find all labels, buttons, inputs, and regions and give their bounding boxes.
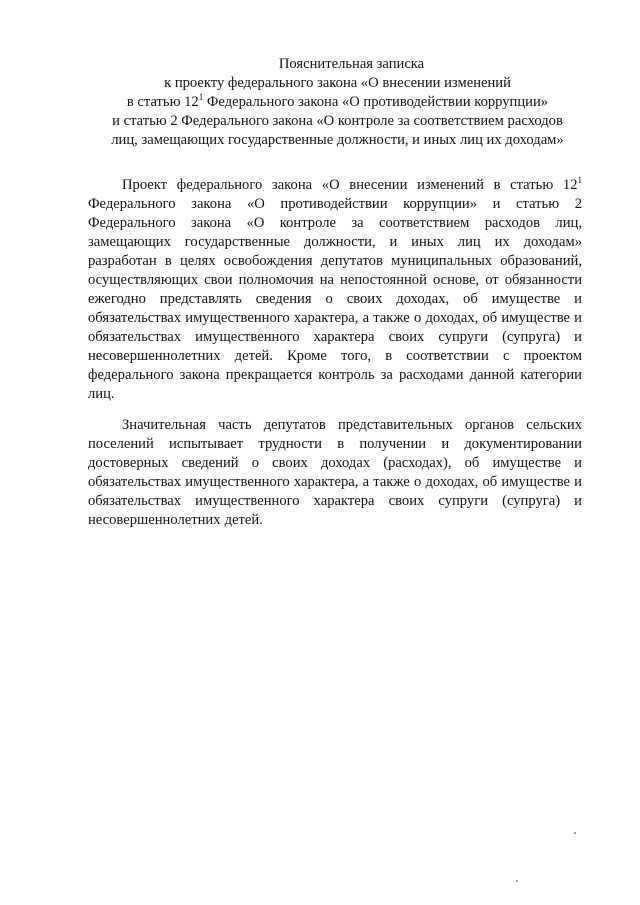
paragraph-1 <box>88 176 582 404</box>
title-line-3-post: Федерального закона «О противодействии коррупции» <box>203 94 549 110</box>
document-title <box>80 55 595 150</box>
title-line-3 <box>80 93 595 112</box>
paragraph-2: Значительная часть депутатов представительных органов сельских поселений испытывает трудности в получении и документировании достоверных сведений о своих доходах (расходах), об имуществе и обязательствах имущественного характера, а также о доходах, об имуществе и обязательствах имущественного характера своих супруги (супруга) и несовершеннолетних детей. <box>88 417 582 528</box>
title-line-4: и статью 2 Федерального закона «О контроле за соответствием расходов <box>112 113 563 129</box>
scan-speck <box>574 832 576 834</box>
title-line-3-pre: в статью 12 <box>126 94 199 110</box>
title-line-5: лиц, замещающих государственные должности, и иных лиц их доходам» <box>111 132 564 148</box>
title-heading: Пояснительная записка <box>278 56 425 72</box>
title-line-3-superscript: 1 <box>198 92 204 103</box>
scan-speck <box>516 880 518 882</box>
paragraph-1-post: Федерального закона «О противодействии коррупции» и статью 2 Федерального закона «О контроле за соответствием расходов лиц, замещающих государственные должности, и иных лиц их доходам» разработан в целях освобождения депутатов муниципальных образований, осуществляющих свои полномочия на непостоянной основе, от обязанности ежегодно представлять сведения о своих доходах, об имуществе и обязательствах имущественного характера, а также о доходах, об имуществе и обязательствах имущественного характера своих супруги (супруга) и несовершеннолетних детей. Кроме того, в соответствии с проектом федерального закона прекращается контроль за расходами данной категории лиц. <box>88 196 582 402</box>
paragraph-1-pre: Проект федерального закона «О внесении изменений в статью 12 <box>122 177 578 193</box>
document-body <box>88 176 582 542</box>
paragraph-1-superscript: 1 <box>577 175 582 186</box>
title-line-2: к проекту федерального закона «О внесении изменений <box>164 75 511 91</box>
